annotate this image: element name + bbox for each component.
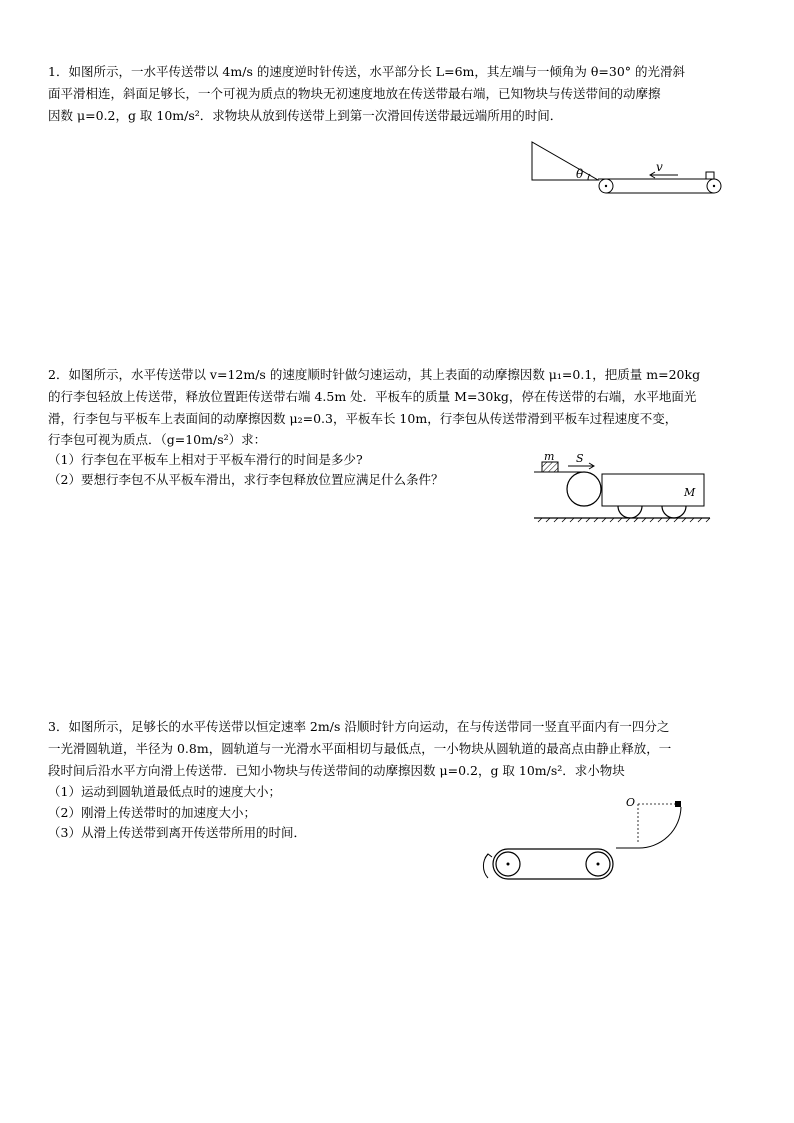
cart-wheel-left xyxy=(618,506,642,518)
problem-1-line-3: 因数 μ=0.2，g 取 10m/s²．求物块从放到传送带上到第一次滑回传送带最远端所用的时间． xyxy=(48,108,563,123)
quarter-circle-track xyxy=(638,807,681,848)
o-label: O xyxy=(626,796,636,809)
problem-2-line-1: 2．如图所示，水平传送带以 v=12m/s 的速度顺时针做匀速运动，其上表面的动摩擦因数 μ₁=0.1，把质量 m=20kg xyxy=(48,367,701,382)
M-label: M xyxy=(684,486,696,499)
problem-2-question-1: （1）行李包在平板车上相对于平板车滑行的时间是多少? xyxy=(48,452,363,467)
cart-wheel-right xyxy=(662,506,686,518)
problem-3-line-3: 段时间后沿水平方向滑上传送带．已知小物块与传送带间的动摩擦因数 μ=0.2，g 取 10m/s²．求小物块 xyxy=(48,763,625,778)
problem-2-line-2: 的行李包轻放上传送带，释放位置距传送带右端 4.5m 处．平板车的质量 M=30kg，停在传送带的右端，水平地面光 xyxy=(48,389,697,404)
m-label: m xyxy=(544,450,555,463)
problem-3-line-2: 一光滑圆轨道，半径为 0.8m，圆轨道与一光滑水平面相切与最低点，一小物块从圆轨道的最高点由静止释放，一 xyxy=(48,741,672,756)
problem-3-line-1: 3．如图所示，足够长的水平传送带以恒定速率 2m/s 沿顺时针方向运动，在与传送带同一竖直平面内有一四分之 xyxy=(48,719,670,734)
s-label: S xyxy=(576,452,584,465)
theta-label: θ xyxy=(576,167,584,181)
problem-2-question-2: （2）要想行李包不从平板车滑出，求行李包释放位置应满足什么条件？ xyxy=(48,472,444,487)
small-block xyxy=(675,801,681,807)
problem-1-figure xyxy=(528,140,728,200)
problem-3-figure xyxy=(474,792,694,892)
problem-1-line-1: 1．如图所示，一水平传送带以 4m/s 的速度逆时针传送，水平部分长 L=6m，其左端与一倾角为 θ=30° 的光滑斜 xyxy=(48,64,685,79)
problem-1-line-2: 面平滑相连，斜面足够长，一个可视为质点的物块无初速度地放在传送带最右端，已知物块与传送带间的动摩擦 xyxy=(48,86,661,101)
problem-2-figure xyxy=(534,452,714,532)
problem-2-line-3: 滑，行李包与平板车上表面间的动摩擦因数 μ₂=0.3，平板车长 10m，行李包从传送带滑到平板车过程速度不变， xyxy=(48,411,678,426)
velocity-label: v xyxy=(656,160,663,174)
problem-3-question-1: （1）运动到圆轨道最低点时的速度大小； xyxy=(48,784,281,799)
block xyxy=(706,172,714,179)
problem-3-question-3: （3）从滑上传送带到离开传送带所用的时间． xyxy=(48,825,306,840)
problem-2-line-4: 行李包可视为质点．（g=10m/s²）求： xyxy=(48,432,267,447)
luggage-m xyxy=(542,462,558,472)
incline-slope xyxy=(532,142,598,180)
conveyor-roller xyxy=(567,472,601,506)
problem-3-question-2: （2）刚滑上传送带时的加速度大小； xyxy=(48,805,256,820)
